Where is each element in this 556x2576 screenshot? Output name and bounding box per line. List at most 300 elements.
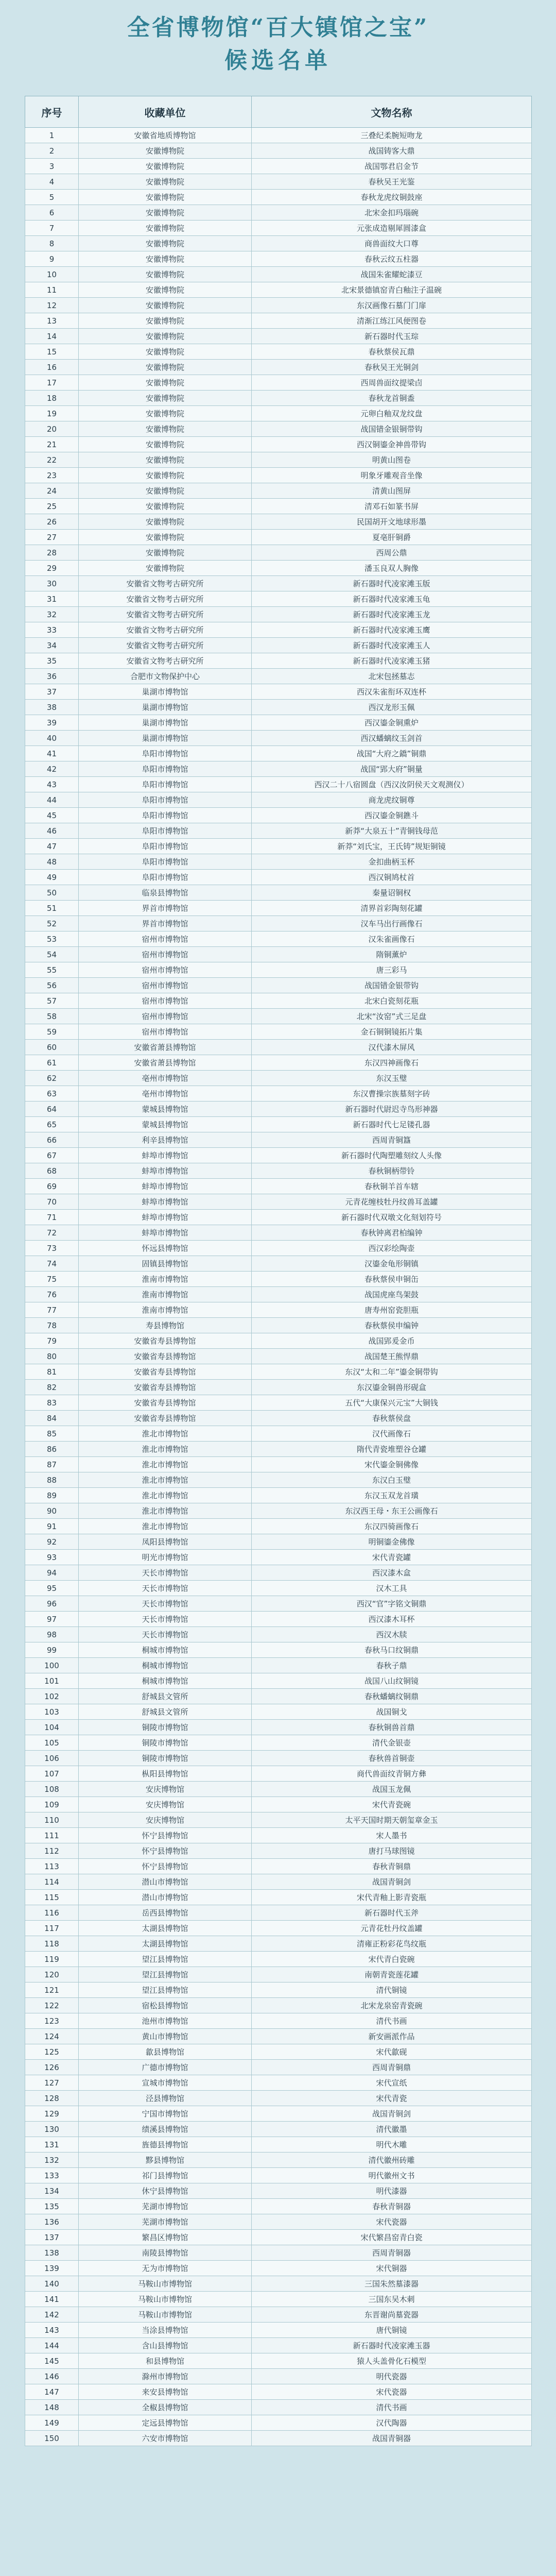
cell-relic-name: 春秋铜柄带铃 [252,1163,532,1179]
cell-relic-name: 春秋兽首铜壶 [252,1751,532,1766]
table-row [25,499,532,514]
cell-unit: 安徽省文物考古研究所 [79,607,252,622]
cell-relic-name: 宋代鎏金铜佛像 [252,1457,532,1472]
cell-no: 95 [25,1581,79,1596]
cell-unit: 阜阳市博物馆 [79,761,252,777]
cell-no: 99 [25,1642,79,1658]
cell-unit: 蚌埠市博物馆 [79,1179,252,1194]
table-row [25,437,532,452]
table-row [25,1333,532,1349]
table-row [25,1967,532,1982]
table-row [25,1442,532,1457]
cell-relic-name: 战国铸客大鼎 [252,143,532,159]
table-row [25,1612,532,1627]
table-row [25,421,532,437]
cell-unit: 淮北市博物馆 [79,1519,252,1534]
table-row [25,1272,532,1287]
table-row [25,1952,532,1967]
table-row [25,1874,532,1890]
table-row [25,1256,532,1272]
cell-unit: 安徽省文物考古研究所 [79,653,252,669]
cell-no: 10 [25,267,79,282]
cell-relic-name: 春秋马口纹铜鼎 [252,1642,532,1658]
cell-relic-name: 清黄山图屏 [252,483,532,499]
table-row [25,282,532,298]
cell-unit: 枞阳县博物馆 [79,1766,252,1782]
cell-unit: 淮北市博物馆 [79,1488,252,1503]
cell-no: 93 [25,1550,79,1565]
table-row [25,2353,532,2369]
table-row [25,1812,532,1828]
cell-no: 142 [25,2307,79,2323]
table-row [25,576,532,591]
cell-unit: 来安县博物馆 [79,2384,252,2400]
cell-no: 112 [25,1843,79,1859]
cell-unit: 蚌埠市博物馆 [79,1194,252,1210]
table-row [25,2415,532,2431]
cell-no: 98 [25,1627,79,1642]
cell-unit: 利辛县博物馆 [79,1132,252,1148]
candidate-table [25,96,532,2446]
cell-unit: 潜山市博物馆 [79,1890,252,1905]
cell-no: 130 [25,2122,79,2137]
cell-unit: 芜湖市博物馆 [79,2214,252,2230]
cell-no: 17 [25,375,79,391]
cell-unit: 淮北市博物馆 [79,1457,252,1472]
cell-no: 128 [25,2091,79,2106]
cell-no: 63 [25,1086,79,1101]
table-row [25,1040,532,1055]
cell-no: 32 [25,607,79,622]
cell-relic-name: 唐打马球图镜 [252,1843,532,1859]
cell-no: 123 [25,2013,79,2029]
cell-unit: 安徽博物院 [79,298,252,313]
cell-relic-name: 清代书画 [252,2013,532,2029]
cell-relic-name: 新石器时代凌家滩玉龙 [252,607,532,622]
cell-no: 141 [25,2292,79,2307]
cell-no: 22 [25,452,79,468]
cell-unit: 天长市博物馆 [79,1581,252,1596]
cell-relic-name: 西汉彩绘陶壶 [252,1241,532,1256]
table-row [25,1921,532,1936]
cell-unit: 寿县博物馆 [79,1318,252,1333]
cell-unit: 淮南市博物馆 [79,1287,252,1302]
cell-no: 51 [25,901,79,916]
cell-relic-name: 明代瓷器 [252,2369,532,2384]
cell-relic-name: 清雍正粉彩花鸟纹瓶 [252,1936,532,1952]
cell-relic-name: 宋代青瓷罐 [252,1550,532,1565]
cell-relic-name: 战国青铜剑 [252,1874,532,1890]
table-row [25,2323,532,2338]
table-row [25,839,532,854]
cell-no: 85 [25,1426,79,1442]
table-row [25,1519,532,1534]
table-row [25,591,532,607]
table-row [25,1132,532,1148]
cell-relic-name: 新莽“刘氏宝，王氏铸”规矩铜镜 [252,839,532,854]
table-row [25,267,532,282]
cell-unit: 安徽博物院 [79,251,252,267]
cell-relic-name: 明象牙雕观音坐像 [252,468,532,483]
cell-relic-name: 春秋蔡侯盘 [252,1411,532,1426]
cell-unit: 安徽省寿县博物馆 [79,1349,252,1364]
cell-unit: 广德市博物馆 [79,2060,252,2075]
cell-relic-name: 北宋龙泉窑青瓷碗 [252,1998,532,2013]
cell-unit: 安徽省文物考古研究所 [79,622,252,638]
cell-unit: 天长市博物馆 [79,1565,252,1581]
table-row [25,1642,532,1658]
cell-unit: 泾县博物馆 [79,2091,252,2106]
cell-no: 87 [25,1457,79,1472]
cell-unit: 望江县博物馆 [79,1982,252,1998]
cell-relic-name: 南朝青瓷莲花罐 [252,1967,532,1982]
cell-relic-name: 战国“大府之鐈”铜鼎 [252,746,532,761]
cell-unit: 舒城县文管所 [79,1689,252,1704]
cell-unit: 宿州市博物馆 [79,931,252,947]
cell-relic-name: 春秋蟠螭纹铜鼎 [252,1689,532,1704]
table-row [25,1086,532,1101]
cell-relic-name: 春秋铜兽首鼎 [252,1720,532,1735]
cell-unit: 和县博物馆 [79,2353,252,2369]
cell-relic-name: 春秋钟离君柏编钟 [252,1225,532,1241]
cell-relic-name: 清代书画 [252,2400,532,2415]
cell-no: 42 [25,761,79,777]
cell-unit: 蚌埠市博物馆 [79,1210,252,1225]
cell-relic-name: 战国“郢大府”铜量 [252,761,532,777]
cell-unit: 巢湖市博物馆 [79,731,252,746]
cell-relic-name: 东汉鎏金铜兽形砚盒 [252,1380,532,1395]
cell-no: 91 [25,1519,79,1534]
cell-relic-name: 战国错金银带钩 [252,978,532,993]
cell-no: 79 [25,1333,79,1349]
table-row [25,2075,532,2091]
cell-unit: 安徽省寿县博物馆 [79,1380,252,1395]
cell-unit: 太湖县博物馆 [79,1936,252,1952]
cell-relic-name: 战国玉龙佩 [252,1782,532,1797]
cell-no: 43 [25,777,79,792]
cell-no: 78 [25,1318,79,1333]
table-row [25,1426,532,1442]
table-row [25,159,532,174]
cell-no: 105 [25,1735,79,1751]
cell-unit: 当涂县博物馆 [79,2323,252,2338]
page-subtitle: 候选名单 [224,47,332,74]
cell-relic-name: 商兽面纹大口尊 [252,236,532,251]
table-row [25,128,532,143]
cell-unit: 安徽省寿县博物馆 [79,1395,252,1411]
cell-no: 13 [25,313,79,329]
cell-relic-name: 西汉龙形玉佩 [252,700,532,715]
table-row [25,2230,532,2245]
cell-unit: 安徽博物院 [79,313,252,329]
cell-unit: 安徽博物院 [79,468,252,483]
table-row [25,1395,532,1411]
cell-unit: 宿州市博物馆 [79,1009,252,1024]
cell-no: 109 [25,1797,79,1812]
cell-no: 69 [25,1179,79,1194]
cell-relic-name: 三国东吴木刺 [252,2292,532,2307]
cell-no: 50 [25,885,79,901]
cell-relic-name: 西汉“官”字铭文铜鼎 [252,1596,532,1612]
cell-no: 108 [25,1782,79,1797]
cell-relic-name: 夏亳肝铜爵 [252,530,532,545]
cell-unit: 淮南市博物馆 [79,1302,252,1318]
cell-no: 8 [25,236,79,251]
cell-relic-name: 西汉铜鎏金神兽带钩 [252,437,532,452]
table-header-row [25,96,532,128]
table-row [25,1689,532,1704]
cell-unit: 安徽博物院 [79,375,252,391]
cell-no: 28 [25,545,79,561]
cell-no: 131 [25,2137,79,2153]
cell-no: 88 [25,1472,79,1488]
cell-unit: 安徽省寿县博物馆 [79,1411,252,1426]
table-row [25,761,532,777]
table-row [25,1055,532,1071]
page-title: 全省博物馆“百大镇馆之宝” [127,14,429,41]
cell-unit: 宿州市博物馆 [79,1024,252,1040]
cell-unit: 铜陵市博物馆 [79,1751,252,1766]
cell-no: 94 [25,1565,79,1581]
cell-unit: 怀宁县博物馆 [79,1859,252,1874]
table-row [25,2276,532,2292]
cell-no: 129 [25,2106,79,2122]
table-row [25,2245,532,2261]
cell-relic-name: 汉木工具 [252,1581,532,1596]
table-row [25,1225,532,1241]
cell-no: 71 [25,1210,79,1225]
table-row [25,1843,532,1859]
cell-relic-name: 东汉四神画像石 [252,1055,532,1071]
cell-no: 100 [25,1658,79,1673]
cell-unit: 天长市博物馆 [79,1612,252,1627]
table-row [25,823,532,839]
cell-no: 111 [25,1828,79,1843]
cell-unit: 巢湖市博物馆 [79,700,252,715]
cell-unit: 阜阳市博物馆 [79,839,252,854]
cell-relic-name: 清渐江练江风便图卷 [252,313,532,329]
table-row [25,1751,532,1766]
cell-unit: 宁国市博物馆 [79,2106,252,2122]
cell-unit: 旌德县博物馆 [79,2137,252,2153]
cell-no: 40 [25,731,79,746]
cell-relic-name: 春秋吴王光鉴 [252,174,532,190]
table-row [25,561,532,576]
table-row [25,530,532,545]
table-row [25,947,532,962]
cell-unit: 凤阳县博物馆 [79,1534,252,1550]
table-row [25,406,532,421]
cell-relic-name: 春秋青铜器 [252,2199,532,2214]
table-row [25,2091,532,2106]
table-row [25,1318,532,1333]
table-row [25,1565,532,1581]
cell-unit: 安徽博物院 [79,329,252,344]
table-row [25,885,532,901]
cell-unit: 铜陵市博物馆 [79,1720,252,1735]
table-row [25,545,532,561]
cell-relic-name: 三叠纪柔腕短吻龙 [252,128,532,143]
cell-relic-name: 唐代铜镜 [252,2323,532,2338]
table-row [25,2183,532,2199]
cell-no: 30 [25,576,79,591]
table-row [25,901,532,916]
cell-no: 116 [25,1905,79,1921]
table-row [25,236,532,251]
table-row [25,2168,532,2183]
cell-no: 52 [25,916,79,931]
table-row [25,1998,532,2013]
cell-no: 136 [25,2214,79,2230]
cell-relic-name: 元卵白釉双龙纹盘 [252,406,532,421]
cell-unit: 界首市博物馆 [79,916,252,931]
table-row [25,1673,532,1689]
cell-relic-name: 西周青铜簋 [252,1132,532,1148]
cell-relic-name: 西汉二十八宿圆盘（西汉汝阴侯天文观测仪） [252,777,532,792]
table-row [25,1581,532,1596]
cell-no: 73 [25,1241,79,1256]
cell-relic-name: 战国鄂君启金节 [252,159,532,174]
table-row [25,2369,532,2384]
cell-unit: 天长市博物馆 [79,1596,252,1612]
cell-no: 137 [25,2230,79,2245]
cell-relic-name: 西汉朱雀衔环双连杯 [252,684,532,700]
table-row [25,2044,532,2060]
cell-no: 68 [25,1163,79,1179]
cell-unit: 太湖县博物馆 [79,1921,252,1936]
cell-unit: 阜阳市博物馆 [79,854,252,870]
table-row [25,221,532,236]
cell-unit: 宿松县博物馆 [79,1998,252,2013]
cell-relic-name: 商代兽面纹青铜方彝 [252,1766,532,1782]
cell-relic-name: 汉代陶器 [252,2415,532,2431]
cell-relic-name: 北宋包拯墓志 [252,669,532,684]
cell-relic-name: 商龙虎纹铜尊 [252,792,532,808]
cell-no: 62 [25,1071,79,1086]
cell-unit: 池州市博物馆 [79,2013,252,2029]
cell-no: 21 [25,437,79,452]
cell-unit: 马鞍山市博物馆 [79,2292,252,2307]
table-row [25,1148,532,1163]
cell-no: 103 [25,1704,79,1720]
cell-relic-name: 北宋白瓷刻花瓶 [252,993,532,1009]
cell-relic-name: 猿人头盖骨化石模型 [252,2353,532,2369]
cell-unit: 马鞍山市博物馆 [79,2276,252,2292]
cell-no: 140 [25,2276,79,2292]
header-unit: 收藏单位 [79,96,252,128]
cell-no: 146 [25,2369,79,2384]
cell-no: 59 [25,1024,79,1040]
cell-relic-name: 清代徽墨 [252,2122,532,2137]
table-row [25,251,532,267]
cell-unit: 淮北市博物馆 [79,1442,252,1457]
table-row [25,931,532,947]
cell-no: 56 [25,978,79,993]
cell-relic-name: 新石器时代凌家滩玉器 [252,2338,532,2353]
cell-unit: 安徽博物院 [79,174,252,190]
cell-no: 133 [25,2168,79,2183]
cell-no: 89 [25,1488,79,1503]
table-row [25,700,532,715]
header-no: 序号 [25,96,79,128]
cell-relic-name: 东晋谢尚墓瓷器 [252,2307,532,2323]
table-row [25,1782,532,1797]
cell-unit: 亳州市博物馆 [79,1071,252,1086]
cell-no: 31 [25,591,79,607]
cell-relic-name: 新石器时代凌家滩玉版 [252,576,532,591]
cell-no: 16 [25,360,79,375]
cell-relic-name: 战国青铜剑 [252,2106,532,2122]
table-body [25,128,532,2446]
cell-unit: 安徽博物院 [79,360,252,375]
table-row [25,1210,532,1225]
cell-relic-name: 战国错金银铜带钩 [252,421,532,437]
cell-no: 150 [25,2431,79,2446]
cell-no: 115 [25,1890,79,1905]
cell-relic-name: 战国八山纹铜镜 [252,1673,532,1689]
table-row [25,452,532,468]
cell-no: 110 [25,1812,79,1828]
cell-unit: 安徽省萧县博物馆 [79,1040,252,1055]
cell-no: 64 [25,1101,79,1117]
table-row [25,1101,532,1117]
cell-unit: 天长市博物馆 [79,1627,252,1642]
cell-unit: 宿州市博物馆 [79,947,252,962]
cell-relic-name: 春秋蔡侯瓦鼎 [252,344,532,360]
cell-relic-name: 战国青铜器 [252,2431,532,2446]
cell-relic-name: 唐三彩马 [252,962,532,978]
cell-unit: 安徽博物院 [79,267,252,282]
cell-relic-name: 新石器时代七足镂孔器 [252,1117,532,1132]
cell-relic-name: 战国铜戈 [252,1704,532,1720]
cell-relic-name: 春秋蔡侯申铜缶 [252,1272,532,1287]
cell-unit: 安徽博物院 [79,545,252,561]
table-row [25,298,532,313]
cell-relic-name: 战国郢爰金币 [252,1333,532,1349]
cell-unit: 安徽省寿县博物馆 [79,1333,252,1349]
table-row [25,1596,532,1612]
table-row [25,746,532,761]
table-row [25,1828,532,1843]
cell-no: 48 [25,854,79,870]
cell-no: 72 [25,1225,79,1241]
cell-unit: 安庆博物馆 [79,1782,252,1797]
cell-unit: 界首市博物馆 [79,901,252,916]
cell-relic-name: 潘玉良双人胸像 [252,561,532,576]
cell-no: 45 [25,808,79,823]
cell-unit: 阜阳市博物馆 [79,808,252,823]
cell-relic-name: 明代漆器 [252,2183,532,2199]
cell-no: 139 [25,2261,79,2276]
cell-no: 19 [25,406,79,421]
cell-relic-name: 春秋龙虎纹铜鼓座 [252,190,532,205]
table-row [25,2338,532,2353]
table-row [25,1735,532,1751]
table-row [25,468,532,483]
cell-unit: 淮北市博物馆 [79,1503,252,1519]
table-row [25,2106,532,2122]
cell-unit: 安徽省寿县博物馆 [79,1364,252,1380]
cell-unit: 黟县博物馆 [79,2153,252,2168]
table-row [25,684,532,700]
table-row [25,313,532,329]
cell-unit: 定远县博物馆 [79,2415,252,2431]
table-row [25,360,532,375]
cell-relic-name: 西汉鎏金铜鐎斗 [252,808,532,823]
cell-unit: 亳州市博物馆 [79,1086,252,1101]
table-row [25,1024,532,1040]
cell-no: 37 [25,684,79,700]
